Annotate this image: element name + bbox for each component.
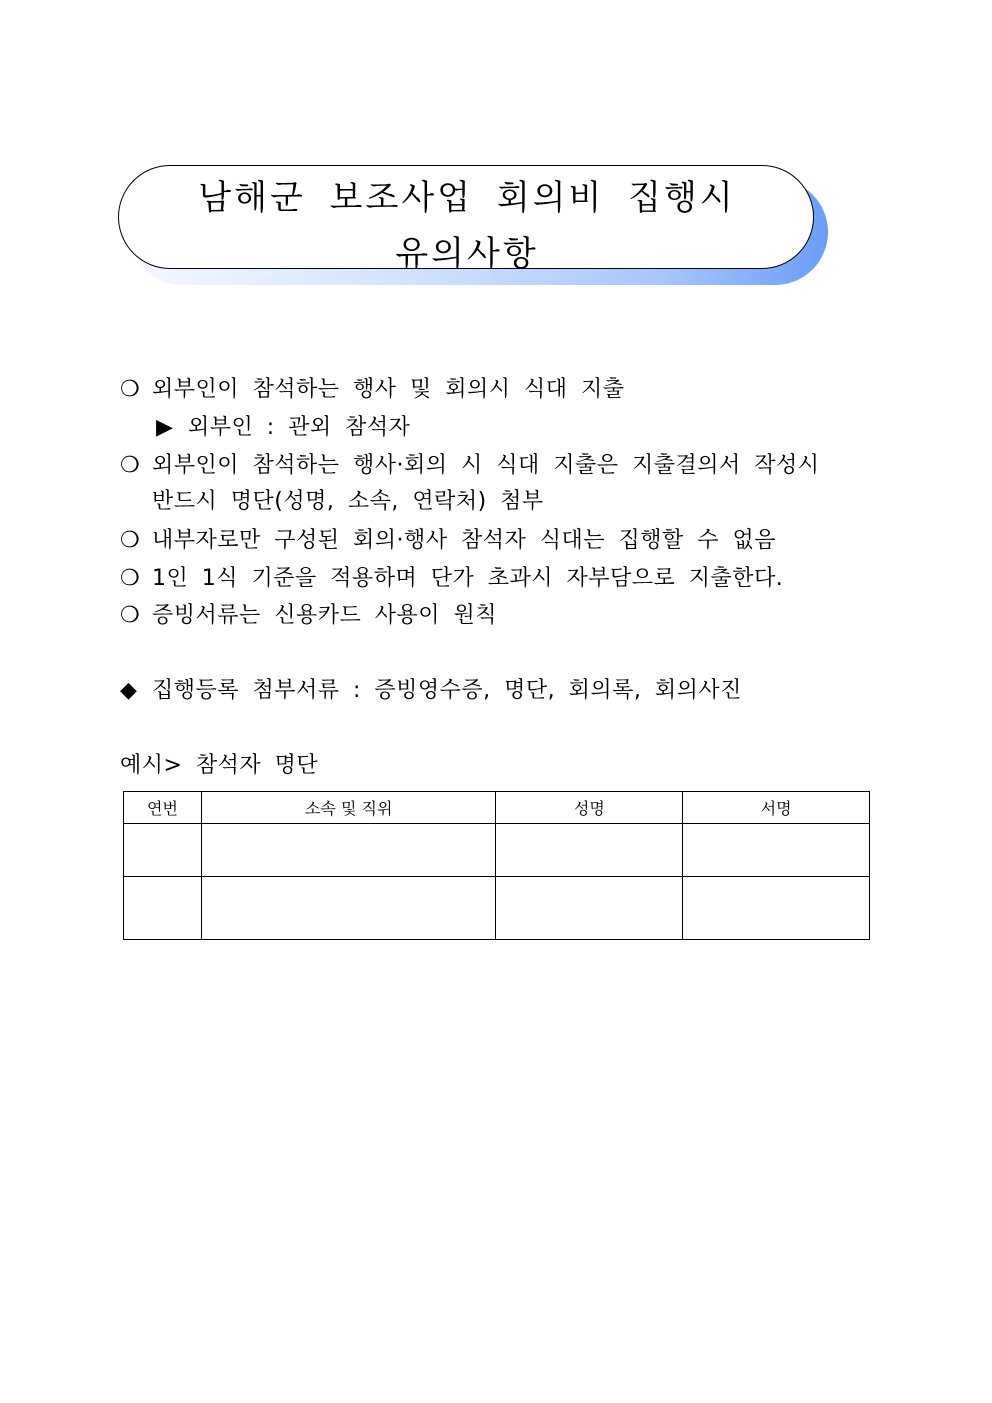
- table-cell[interactable]: [201, 877, 496, 940]
- guideline-text: 1인 1식 기준을 적용하며 단가 초과시 자부담으로 지출한다.: [152, 566, 784, 591]
- header-number: 연번: [124, 792, 202, 824]
- guideline-item-3: [120, 523, 776, 554]
- guideline-item-1: [120, 372, 625, 403]
- title-banner-box: [118, 165, 814, 274]
- circle-bullet-icon: ❍: [120, 528, 141, 553]
- guideline-text: 내부자로만 구성된 회의·행사 참석자 식대는 집행할 수 없음: [152, 528, 776, 553]
- header-signature: 서명: [683, 792, 870, 824]
- title-line-2: 유의사항: [395, 234, 539, 274]
- table-cell[interactable]: [496, 824, 683, 877]
- header-name: 성명: [496, 792, 683, 824]
- circle-bullet-icon: ❍: [120, 377, 141, 402]
- guideline-text: 외부인이 참석하는 행사 및 회의시 식대 지출: [152, 377, 625, 402]
- table-row: [124, 824, 870, 877]
- table-cell[interactable]: [683, 824, 870, 877]
- table-cell[interactable]: [683, 877, 870, 940]
- guideline-text: 외부인이 참석하는 행사·회의 시 식대 지출은 지출결의서 작성시: [152, 453, 820, 478]
- guideline-item-5: [120, 598, 497, 629]
- diamond-bullet-icon: ◆: [120, 678, 138, 703]
- table-cell[interactable]: [124, 877, 202, 940]
- guideline-subitem: [156, 410, 410, 441]
- example-label: 예시> 참석자 명단: [120, 753, 319, 778]
- table-cell[interactable]: [124, 824, 202, 877]
- attachment-text: 집행등록 첨부서류 : 증빙영수증, 명단, 회의록, 회의사진: [152, 678, 742, 703]
- header-affiliation-position: 소속 및 직위: [201, 792, 496, 824]
- guideline-text: 외부인 : 관외 참석자: [188, 415, 411, 440]
- guideline-text: 반드시 명단(성명, 소속, 연락처) 첨부: [152, 489, 544, 514]
- title-line-1: 남해군 보조사업 회의비 집행시: [198, 178, 736, 218]
- document-title-banner: [118, 165, 828, 287]
- guideline-text: 증빙서류는 신용카드 사용이 원칙: [152, 603, 498, 628]
- table-cell[interactable]: [201, 824, 496, 877]
- circle-bullet-icon: ❍: [120, 453, 141, 478]
- table-row: [124, 877, 870, 940]
- guideline-item-2: [120, 448, 820, 479]
- circle-bullet-icon: ❍: [120, 603, 141, 628]
- table-cell[interactable]: [496, 877, 683, 940]
- attachment-note: [120, 673, 742, 704]
- attendee-list-table: [123, 791, 870, 940]
- table-header-row: [124, 792, 870, 824]
- triangle-bullet-icon: ▶: [156, 415, 174, 440]
- guideline-item-4: [120, 561, 783, 592]
- circle-bullet-icon: ❍: [120, 566, 141, 591]
- guideline-item-2-continued: [152, 484, 544, 515]
